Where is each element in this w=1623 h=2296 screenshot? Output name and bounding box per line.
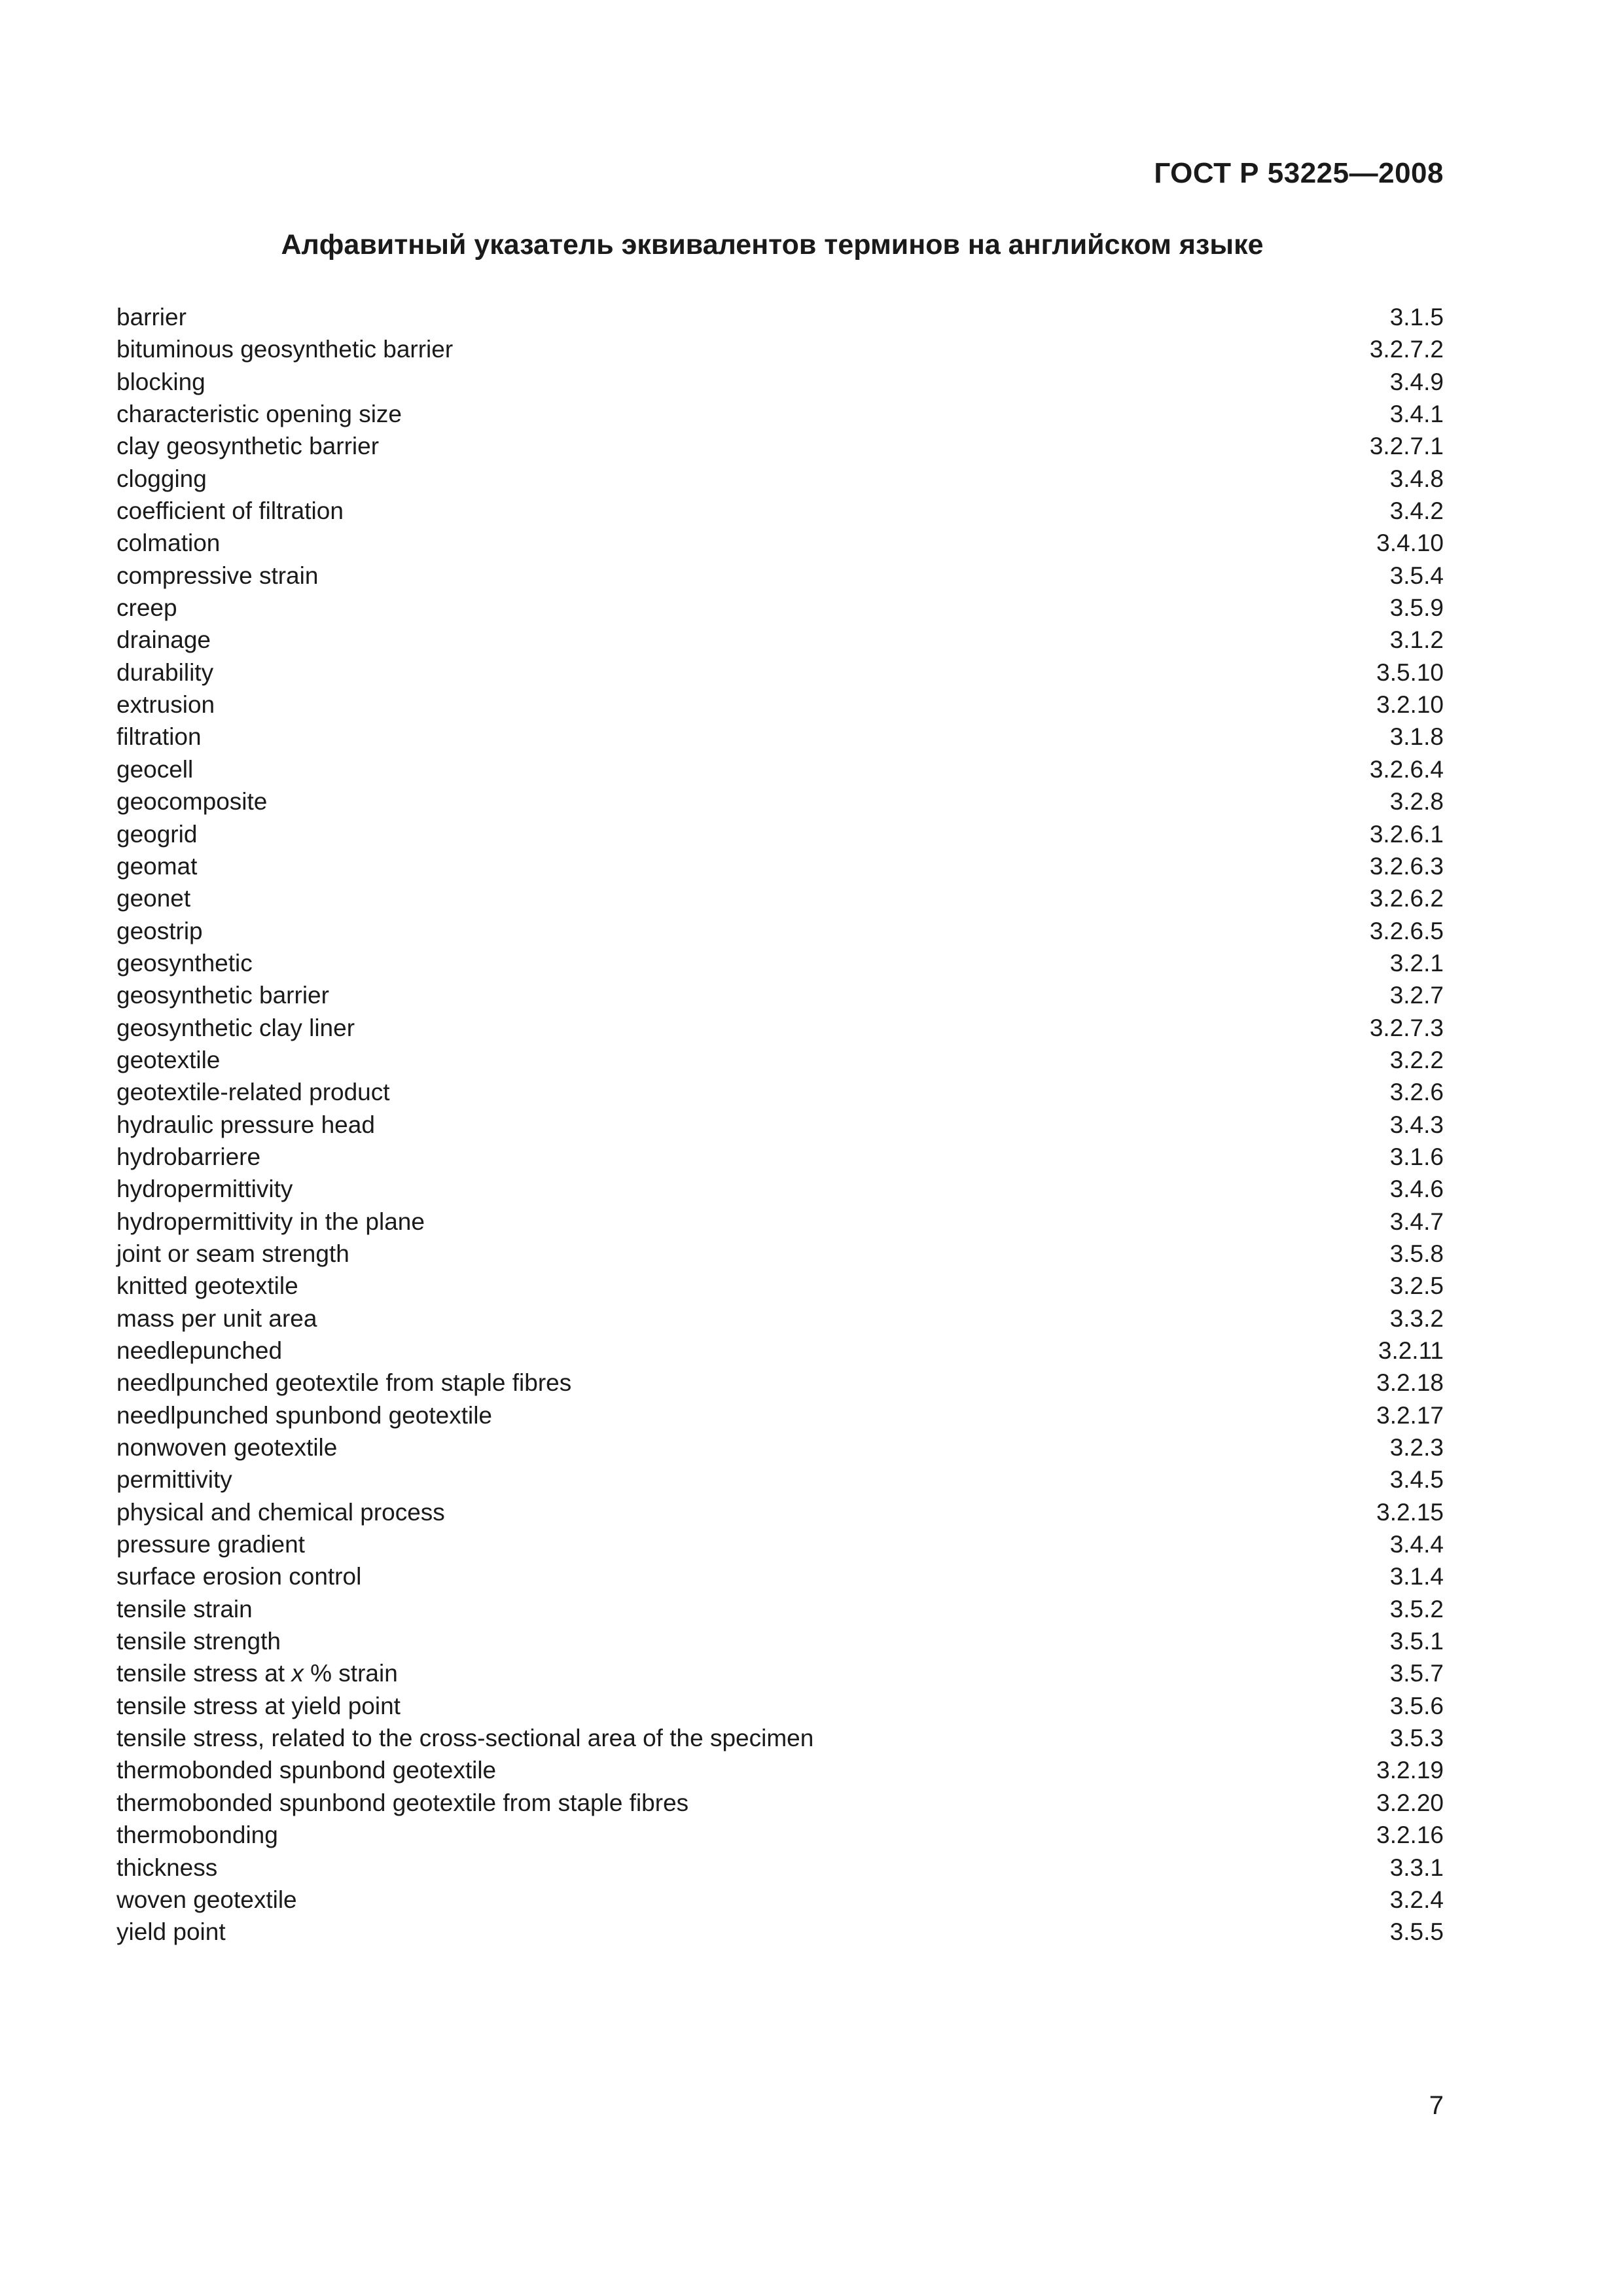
index-term: clogging: [116, 465, 207, 492]
index-ref-number: 3.2.15: [1376, 1498, 1444, 1526]
index-entry: [116, 333, 1444, 365]
index-entry: [116, 1238, 1444, 1270]
index-entry: [116, 1528, 1444, 1560]
index-ref-number: 3.2.7: [1389, 982, 1444, 1009]
index-ref-number: 3.5.1: [1389, 1628, 1444, 1655]
index-ref-number: 3.2.6.2: [1369, 885, 1444, 912]
index-term: geomat: [116, 852, 198, 880]
index-entry: [116, 785, 1444, 817]
index-entry: [116, 1431, 1444, 1463]
index-entry: [116, 1690, 1444, 1722]
index-entry: [116, 1335, 1444, 1367]
index-ref-number: 3.2.7.2: [1369, 336, 1444, 363]
index-term: needlpunched geotextile from staple fibres: [116, 1369, 572, 1397]
page-number: 7: [1429, 2091, 1444, 2120]
index-ref-number: 3.5.9: [1389, 594, 1444, 622]
index-ref-number: 3.1.8: [1389, 723, 1444, 751]
index-ref-number: 3.2.5: [1389, 1272, 1444, 1300]
index-term: needlepunched: [116, 1337, 283, 1364]
index-ref-number: 3.5.2: [1389, 1595, 1444, 1623]
index-ref-number: 3.5.4: [1389, 562, 1444, 589]
index-entry: [116, 398, 1444, 430]
index-term: blocking: [116, 368, 205, 395]
index-entry: [116, 1819, 1444, 1851]
index-entry: [116, 560, 1444, 592]
index-ref-number: 3.2.4: [1389, 1886, 1444, 1913]
index-ref-number: 3.2.2: [1389, 1046, 1444, 1073]
index-term: mass per unit area: [116, 1304, 317, 1332]
index-ref-number: 3.3.1: [1389, 1854, 1444, 1881]
index-entry: [116, 527, 1444, 559]
index-ref-number: 3.2.11: [1378, 1337, 1444, 1364]
document-code: ГОСТ Р 53225—2008: [1154, 157, 1444, 189]
index-term: thermobonded spunbond geotextile: [116, 1757, 497, 1784]
index-term: woven geotextile: [116, 1886, 297, 1913]
index-entry: [116, 1076, 1444, 1108]
index-entry: [116, 1625, 1444, 1657]
index-entry: [116, 689, 1444, 721]
index-entry: [116, 430, 1444, 462]
index-term: physical and chemical process: [116, 1498, 445, 1526]
index-ref-number: 3.4.4: [1389, 1531, 1444, 1558]
index-entry: [116, 624, 1444, 656]
index-ref-number: 3.2.19: [1376, 1757, 1444, 1784]
index-ref-number: 3.1.5: [1389, 304, 1444, 331]
index-entry: [116, 1657, 1444, 1689]
index-term: hydropermittivity: [116, 1175, 293, 1203]
index-term: geosynthetic clay liner: [116, 1014, 355, 1041]
index-entry: [116, 1109, 1444, 1141]
index-ref-number: 3.5.8: [1389, 1240, 1444, 1267]
index-ref-number: 3.5.7: [1389, 1660, 1444, 1687]
index-ref-number: 3.4.2: [1389, 497, 1444, 525]
index-entry: [116, 1560, 1444, 1592]
index-entry: [116, 818, 1444, 850]
index-term: geostrip: [116, 917, 203, 944]
index-ref-number: 3.2.20: [1376, 1789, 1444, 1816]
index-ref-number: 3.2.17: [1376, 1401, 1444, 1429]
index-ref-number: 3.1.2: [1389, 626, 1444, 654]
index-entry: [116, 1044, 1444, 1076]
index-term: geogrid: [116, 820, 198, 848]
index-entry: [116, 1206, 1444, 1238]
index-ref-number: 3.4.5: [1389, 1466, 1444, 1494]
index-term: drainage: [116, 626, 211, 654]
index-term: extrusion: [116, 691, 215, 719]
index-ref-number: 3.4.10: [1376, 529, 1444, 557]
index-term: thickness: [116, 1854, 218, 1881]
index-ref-number: 3.1.6: [1389, 1143, 1444, 1170]
index-term: nonwoven geotextile: [116, 1434, 338, 1462]
index-entry: [116, 915, 1444, 947]
index-ref-number: 3.2.6.4: [1369, 755, 1444, 783]
index-entry: [116, 947, 1444, 979]
index-term: tensile stress at x % strain: [116, 1660, 398, 1687]
index-term: yield point: [116, 1918, 226, 1946]
index-entry: [116, 1884, 1444, 1916]
index-term: tensile stress, related to the cross-sectional area of the specimen: [116, 1725, 814, 1752]
index-ref-number: 3.2.7.1: [1369, 433, 1444, 460]
index-entry: [116, 1270, 1444, 1302]
index-entry: [116, 850, 1444, 882]
index-term: geocomposite: [116, 788, 268, 816]
index-entry: [116, 1593, 1444, 1625]
index-term: colmation: [116, 529, 221, 557]
index-entry: [116, 1173, 1444, 1205]
index-entry: [116, 1722, 1444, 1754]
index-term: surface erosion control: [116, 1563, 362, 1590]
index-entry: [116, 1302, 1444, 1335]
index-title: Алфавитный указатель эквивалентов терминов на английском языке: [281, 229, 1264, 260]
index-ref-number: 3.4.3: [1389, 1111, 1444, 1138]
index-term: geotextile: [116, 1046, 221, 1073]
index-entry: [116, 721, 1444, 753]
index-ref-number: 3.2.3: [1389, 1434, 1444, 1462]
index-entry: [116, 366, 1444, 398]
index-term: creep: [116, 594, 177, 622]
index-term: hydrobarriere: [116, 1143, 261, 1170]
index-term: hydraulic pressure head: [116, 1111, 375, 1138]
index-ref-number: 3.4.8: [1389, 465, 1444, 492]
index-entry: [116, 301, 1444, 333]
index-ref-number: 3.3.2: [1389, 1304, 1444, 1332]
index-ref-number: 3.5.10: [1376, 658, 1444, 686]
index-ref-number: 3.5.5: [1389, 1918, 1444, 1946]
index-ref-number: 3.5.6: [1389, 1692, 1444, 1719]
index-entry: [116, 1852, 1444, 1884]
index-term: joint or seam strength: [116, 1240, 349, 1267]
index-term: geosynthetic barrier: [116, 982, 329, 1009]
index-term: geocell: [116, 755, 194, 783]
index-ref-number: 3.2.7.3: [1369, 1014, 1444, 1041]
index-ref-number: 3.4.1: [1389, 401, 1444, 428]
index-term: tensile stress at yield point: [116, 1692, 401, 1719]
index-entry: [116, 1496, 1444, 1528]
index-term: thermobonded spunbond geotextile from staple fibres: [116, 1789, 689, 1816]
index-ref-number: 3.1.4: [1389, 1563, 1444, 1590]
index-ref-number: 3.5.3: [1389, 1725, 1444, 1752]
index-ref-number: 3.4.6: [1389, 1175, 1444, 1203]
index-term: compressive strain: [116, 562, 319, 589]
index-term: barrier: [116, 304, 187, 331]
index-term: needlpunched spunbond geotextile: [116, 1401, 492, 1429]
index-ref-number: 3.2.8: [1389, 788, 1444, 816]
index-entry: [116, 1916, 1444, 1948]
index-entry: [116, 1141, 1444, 1173]
index-ref-number: 3.2.16: [1376, 1821, 1444, 1849]
index-entry: [116, 463, 1444, 495]
index-term: pressure gradient: [116, 1531, 305, 1558]
index-ref-number: 3.4.7: [1389, 1208, 1444, 1235]
index-ref-number: 3.2.6.1: [1369, 820, 1444, 848]
term-index-list: [116, 301, 1444, 1948]
index-entry: [116, 1754, 1444, 1786]
index-entry: [116, 979, 1444, 1011]
index-term: characteristic opening size: [116, 401, 402, 428]
index-ref-number: 3.2.10: [1376, 691, 1444, 719]
index-term: geosynthetic: [116, 949, 253, 977]
index-term: tensile strength: [116, 1628, 281, 1655]
index-term: coefficient of filtration: [116, 497, 344, 525]
index-entry: [116, 592, 1444, 624]
index-ref-number: 3.2.6: [1389, 1079, 1444, 1106]
index-entry: [116, 1367, 1444, 1399]
index-term: tensile strain: [116, 1595, 253, 1623]
index-term: filtration: [116, 723, 202, 751]
index-term: bituminous geosynthetic barrier: [116, 336, 454, 363]
index-term: hydropermittivity in the plane: [116, 1208, 425, 1235]
index-term: thermobonding: [116, 1821, 278, 1849]
index-entry: [116, 1787, 1444, 1819]
index-term: geonet: [116, 885, 191, 912]
index-entry: [116, 1399, 1444, 1431]
index-term: knitted geotextile: [116, 1272, 298, 1300]
index-entry: [116, 495, 1444, 527]
index-entry: [116, 882, 1444, 914]
index-entry: [116, 1463, 1444, 1496]
index-term: durability: [116, 658, 214, 686]
index-ref-number: 3.2.1: [1389, 949, 1444, 977]
index-ref-number: 3.2.18: [1376, 1369, 1444, 1397]
index-ref-number: 3.2.6.5: [1369, 917, 1444, 944]
index-term: permittivity: [116, 1466, 232, 1494]
index-term: geotextile-related product: [116, 1079, 390, 1106]
index-entry: [116, 656, 1444, 689]
index-entry: [116, 753, 1444, 785]
index-ref-number: 3.4.9: [1389, 368, 1444, 395]
index-ref-number: 3.2.6.3: [1369, 852, 1444, 880]
index-entry: [116, 1012, 1444, 1044]
index-term: clay geosynthetic barrier: [116, 433, 380, 460]
